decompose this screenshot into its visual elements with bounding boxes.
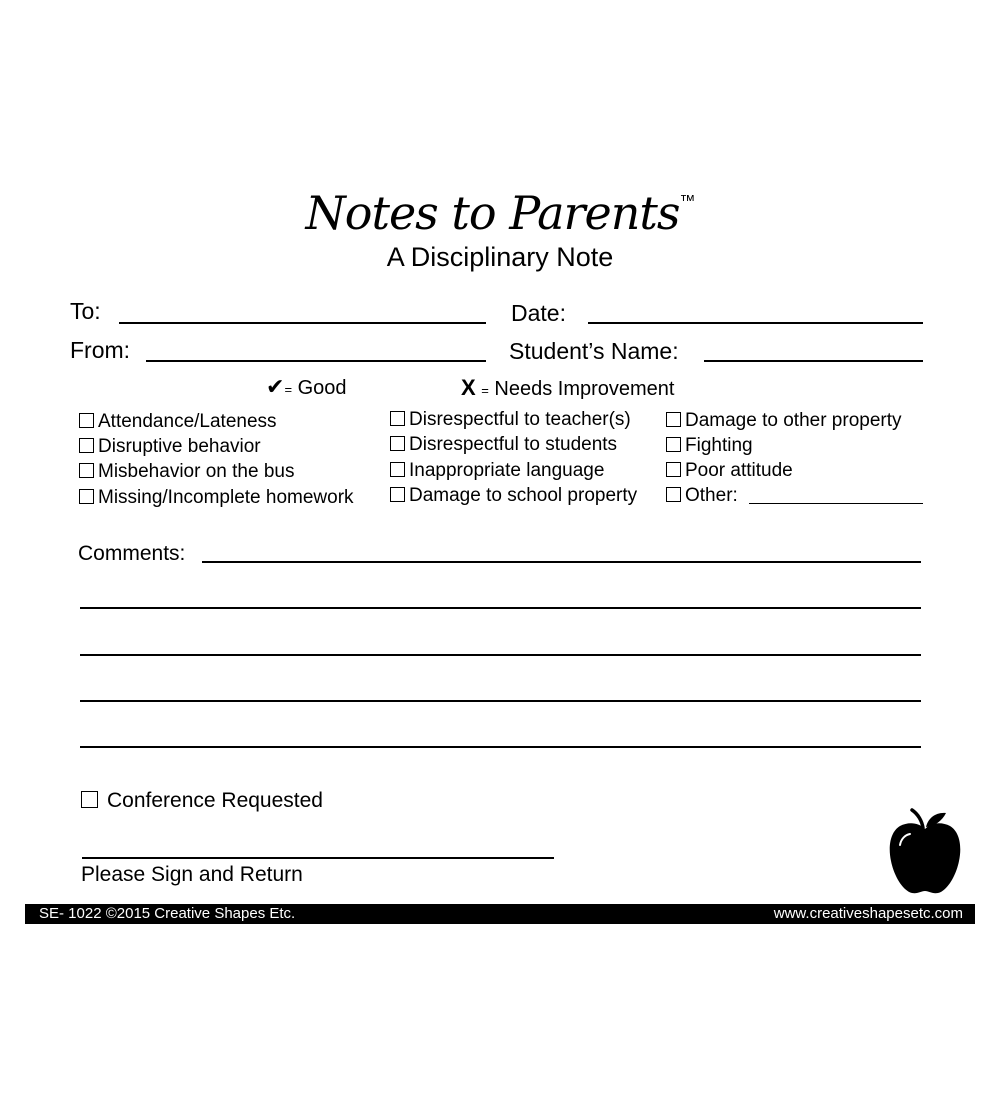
checkbox-label: Missing/Incomplete homework bbox=[98, 487, 354, 508]
checkbox-misbehavior-bus[interactable] bbox=[79, 462, 294, 481]
checkbox-disrespectful-students[interactable] bbox=[390, 435, 617, 454]
checkmark-icon: ✔ bbox=[266, 374, 285, 399]
checkbox-label: Poor attitude bbox=[685, 460, 793, 481]
comments-line-2[interactable] bbox=[80, 607, 921, 609]
to-field[interactable] bbox=[119, 322, 486, 324]
legend-good-label: Good bbox=[297, 377, 347, 399]
checkbox-box[interactable] bbox=[79, 463, 94, 478]
comments-line-4[interactable] bbox=[80, 700, 921, 702]
checkbox-label: Disruptive behavior bbox=[98, 436, 261, 457]
signature-label: Please Sign and Return bbox=[81, 863, 303, 886]
legend-needs-equals: = bbox=[481, 383, 489, 398]
checkbox-box[interactable] bbox=[390, 411, 405, 426]
checkbox-other[interactable] bbox=[666, 486, 738, 505]
checkbox-fighting[interactable] bbox=[666, 436, 753, 455]
checkbox-box[interactable] bbox=[79, 489, 94, 504]
checkbox-box[interactable] bbox=[390, 487, 405, 502]
comments-label: Comments: bbox=[78, 542, 186, 565]
checkbox-box[interactable] bbox=[81, 791, 98, 808]
checkbox-attendance[interactable] bbox=[79, 412, 277, 431]
checkbox-box[interactable] bbox=[390, 436, 405, 451]
checkbox-damage-other-property[interactable] bbox=[666, 411, 902, 430]
date-label: Date: bbox=[511, 300, 566, 326]
legend-good bbox=[266, 376, 347, 398]
comments-line-3[interactable] bbox=[80, 654, 921, 656]
checkbox-label: Other: bbox=[685, 485, 738, 506]
checkbox-box[interactable] bbox=[666, 462, 681, 477]
signature-line[interactable] bbox=[82, 857, 554, 859]
checkbox-box[interactable] bbox=[390, 462, 405, 477]
checkbox-box[interactable] bbox=[79, 413, 94, 428]
checkbox-disrespectful-teachers[interactable] bbox=[390, 410, 631, 429]
to-label: To: bbox=[70, 298, 101, 324]
checkbox-label: Misbehavior on the bus bbox=[98, 461, 295, 482]
comments-line-1[interactable] bbox=[202, 561, 921, 563]
checkbox-missing-homework[interactable] bbox=[79, 488, 354, 507]
legend-needs-improvement bbox=[461, 377, 674, 399]
checkbox-poor-attitude[interactable] bbox=[666, 461, 793, 480]
checkbox-box[interactable] bbox=[79, 438, 94, 453]
checkbox-label: Disrespectful to teacher(s) bbox=[409, 409, 631, 430]
checkbox-label: Inappropriate language bbox=[409, 460, 605, 481]
form-title bbox=[0, 186, 1000, 240]
checkbox-label: Conference Requested bbox=[107, 789, 323, 812]
checkbox-box[interactable] bbox=[666, 437, 681, 452]
checkbox-label: Damage to other property bbox=[685, 410, 902, 431]
other-field[interactable] bbox=[749, 503, 923, 504]
form-subtitle: A Disciplinary Note bbox=[386, 242, 614, 272]
legend-needs-label: Needs Improvement bbox=[494, 378, 675, 400]
date-field[interactable] bbox=[588, 322, 923, 324]
form-title-text: Notes to Parents bbox=[305, 186, 680, 240]
checkbox-box[interactable] bbox=[666, 487, 681, 502]
checkbox-label: Damage to school property bbox=[409, 485, 638, 506]
footer-bar bbox=[25, 904, 975, 924]
comments-line-5[interactable] bbox=[80, 746, 921, 748]
checkbox-conference-requested[interactable] bbox=[81, 790, 323, 811]
footer-website: www.creativeshapesetc.com bbox=[773, 905, 963, 922]
from-label: From: bbox=[70, 337, 131, 363]
x-mark-icon: X bbox=[461, 375, 476, 400]
trademark-symbol: ™ bbox=[679, 193, 695, 210]
checkbox-box[interactable] bbox=[666, 412, 681, 427]
checkbox-damage-school-property[interactable] bbox=[390, 486, 637, 505]
legend-good-equals: = bbox=[284, 382, 293, 397]
student-name-label: Student’s Name: bbox=[509, 338, 679, 364]
apple-icon bbox=[888, 807, 962, 895]
footer-copyright: SE- 1022 ©2015 Creative Shapes Etc. bbox=[39, 905, 296, 922]
checkbox-label: Fighting bbox=[685, 435, 753, 456]
checkbox-inappropriate-language[interactable] bbox=[390, 461, 604, 480]
student-name-field[interactable] bbox=[704, 360, 923, 362]
checkbox-label: Attendance/Lateness bbox=[98, 411, 277, 432]
from-field[interactable] bbox=[146, 360, 486, 362]
checkbox-disruptive-behavior[interactable] bbox=[79, 437, 261, 456]
checkbox-label: Disrespectful to students bbox=[409, 434, 618, 455]
